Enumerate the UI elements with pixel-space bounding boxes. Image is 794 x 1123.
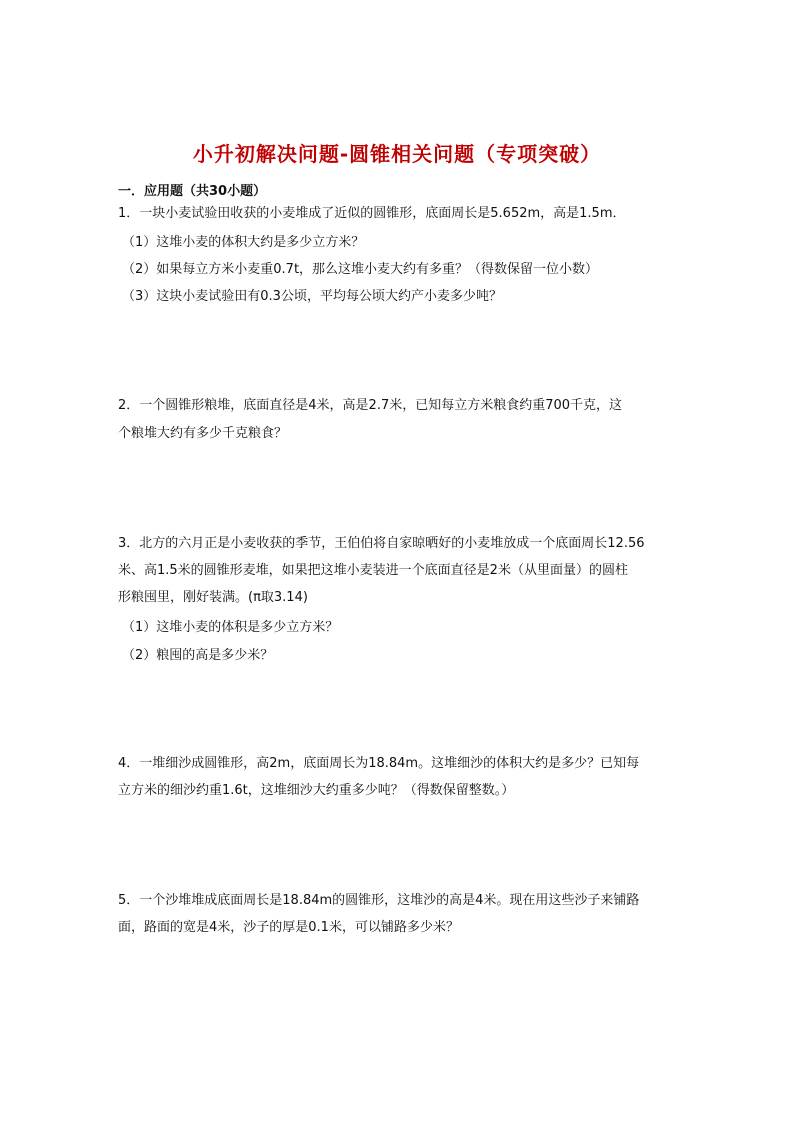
- question-4-line-2: 立方米的细沙约重1.6t，这堆细沙大约重多少吨？（得数保留整数。）: [118, 783, 515, 798]
- question-3-line-3: 形粮囤里，刚好装满。(π取3.14): [118, 590, 308, 605]
- question-2-line-2: 个粮堆大约有多少千克粮食？: [118, 426, 288, 441]
- question-4-line-1: 4．一堆细沙成圆锥形，高2m，底面周长为18.84m。这堆细沙的体积大约是多少？已知每: [118, 756, 640, 771]
- question-3-sub-1: （1）这堆小麦的体积是多少立方米？: [122, 620, 339, 635]
- question-5-line-2: 面，路面的宽是4米，沙子的厚是0.1米，可以铺路多少米？: [118, 920, 459, 935]
- question-3-line-2: 米、高1.5米的圆锥形麦堆，如果把这堆小麦装进一个底面直径是2米（从里面量）的圆柱: [118, 563, 628, 578]
- question-1-sub-1: （1）这堆小麦的体积大约是多少立方米？: [122, 235, 365, 250]
- question-5-line-1: 5．一个沙堆堆成底面周长是18.84m的圆锥形，这堆沙的高是4米。现在用这些沙子来铺路: [118, 893, 640, 908]
- question-3-sub-2: （2）粮囤的高是多少米？: [122, 648, 274, 663]
- question-1-sub-3: （3）这块小麦试验田有0.3公顷，平均每公顷大约产小麦多少吨？: [122, 289, 502, 304]
- section-heading: 一．应用题（共30小题）: [118, 184, 267, 199]
- question-1-sub-2: （2）如果每立方米小麦重0.7t，那么这堆小麦大约有多重？（得数保留一位小数）: [122, 262, 599, 277]
- page-title: 小升初解决问题-圆锥相关问题（专项突破）: [192, 142, 602, 166]
- question-3-line-1: 3．北方的六月正是小麦收获的季节，王伯伯将自家晾晒好的小麦堆放成一个底面周长12.56: [118, 536, 645, 551]
- question-1-line-1: 1．一块小麦试验田收获的小麦堆成了近似的圆锥形，底面周长是5.652m，高是1.5m．: [118, 206, 626, 221]
- question-2-line-1: 2．一个圆锥形粮堆，底面直径是4米，高是2.7米，已知每立方米粮食约重700千克，这: [118, 398, 623, 413]
